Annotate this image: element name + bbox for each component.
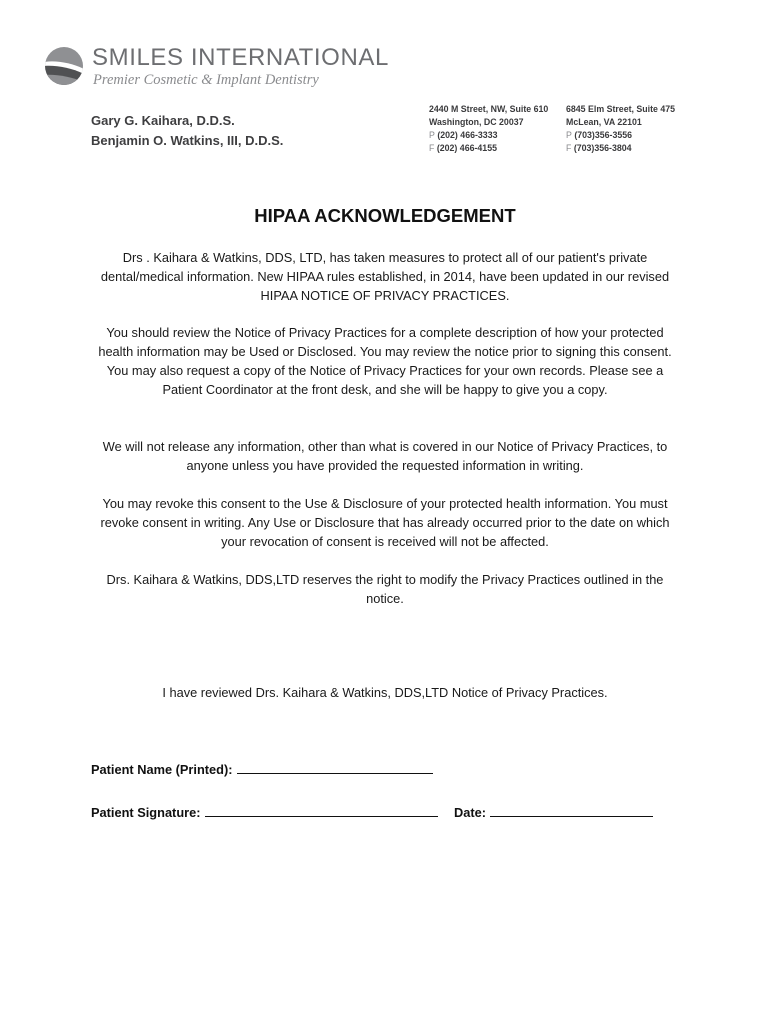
brand-tagline: Premier Cosmetic & Implant Dentistry <box>93 72 319 88</box>
office-street: 6845 Elm Street, Suite 475 <box>566 104 676 114</box>
office-address-mclean <box>566 103 675 155</box>
date-field <box>454 803 653 820</box>
paragraph-review-notice: You should review the Notice of Privacy Practices for a complete description of how your protected health information may be Used or Disclosed. You may review the notice prior to signing this consent. You may also request a copy of the Notice of Privacy Practices for your own records. Please see a Patient Coordinator at the front desk, and she will be happy to give you a copy. <box>98 325 672 397</box>
patient-name-label: Patient Name (Printed): <box>91 762 233 777</box>
doctor-name: Benjamin O. Watkins, III, D.D.S. <box>91 133 284 148</box>
paragraph-revoke: You may revoke this consent to the Use & Disclosure of your protected health information. You must revoke consent in writing. Any Use or Disclosure that has already occurred prior to the date on which your revocation of consent is received will not be affected. <box>100 496 670 549</box>
acknowledgement-statement: I have reviewed Drs. Kaihara & Watkins, DDS,LTD Notice of Privacy Practices. <box>162 685 608 700</box>
office-address-washington <box>429 103 548 155</box>
phone-label: P <box>566 130 572 140</box>
paragraph-modify: Drs. Kaihara & Watkins, DDS,LTD reserves the right to modify the Privacy Practices outlined in the notice. <box>106 572 664 606</box>
patient-signature-label: Patient Signature: <box>91 805 201 820</box>
office-phone <box>566 129 675 142</box>
date-label: Date: <box>454 805 486 820</box>
smile-logo-icon <box>44 42 84 90</box>
doctor-name: Gary G. Kaihara, D.D.S. <box>91 113 235 128</box>
office-city: Washington, DC 20037 <box>429 117 524 127</box>
phone-label: P <box>429 130 435 140</box>
office-street: 2440 M Street, NW, Suite 610 <box>429 104 549 114</box>
office-fax <box>566 142 675 155</box>
office-city: McLean, VA 22101 <box>566 117 642 127</box>
brand-name: SMILES INTERNATIONAL <box>92 44 389 71</box>
patient-name-field <box>91 760 433 777</box>
fax-label: F <box>566 143 572 153</box>
document-title: HIPAA ACKNOWLEDGEMENT <box>254 205 516 226</box>
brand-logo <box>44 42 389 94</box>
patient-signature-input-line[interactable] <box>205 803 438 817</box>
date-input-line[interactable] <box>490 803 653 817</box>
office-fax <box>429 142 548 155</box>
doctor-list <box>91 111 283 151</box>
office-phone <box>429 129 548 142</box>
patient-name-input-line[interactable] <box>237 760 433 774</box>
patient-signature-field <box>91 803 438 820</box>
fax-number: (202) 466-4155 <box>436 143 497 153</box>
paragraph-release: We will not release any information, other than what is covered in our Notice of Privacy Practices, to anyone unless you have provided the requested information in writing. <box>102 439 668 473</box>
phone-number: (202) 466-3333 <box>437 130 498 140</box>
phone-number: (703)356-3556 <box>574 130 633 140</box>
fax-label: F <box>429 143 435 153</box>
paragraph-measures: Drs . Kaihara & Watkins, DDS, LTD, has taken measures to protect all of our patient's private dental/medical information. New HIPAA rules established, in 2014, have been updated in our revised HIPAA NOTICE OF PRIVACY PRACTICES. <box>100 250 670 303</box>
fax-number: (703)356-3804 <box>573 143 632 153</box>
